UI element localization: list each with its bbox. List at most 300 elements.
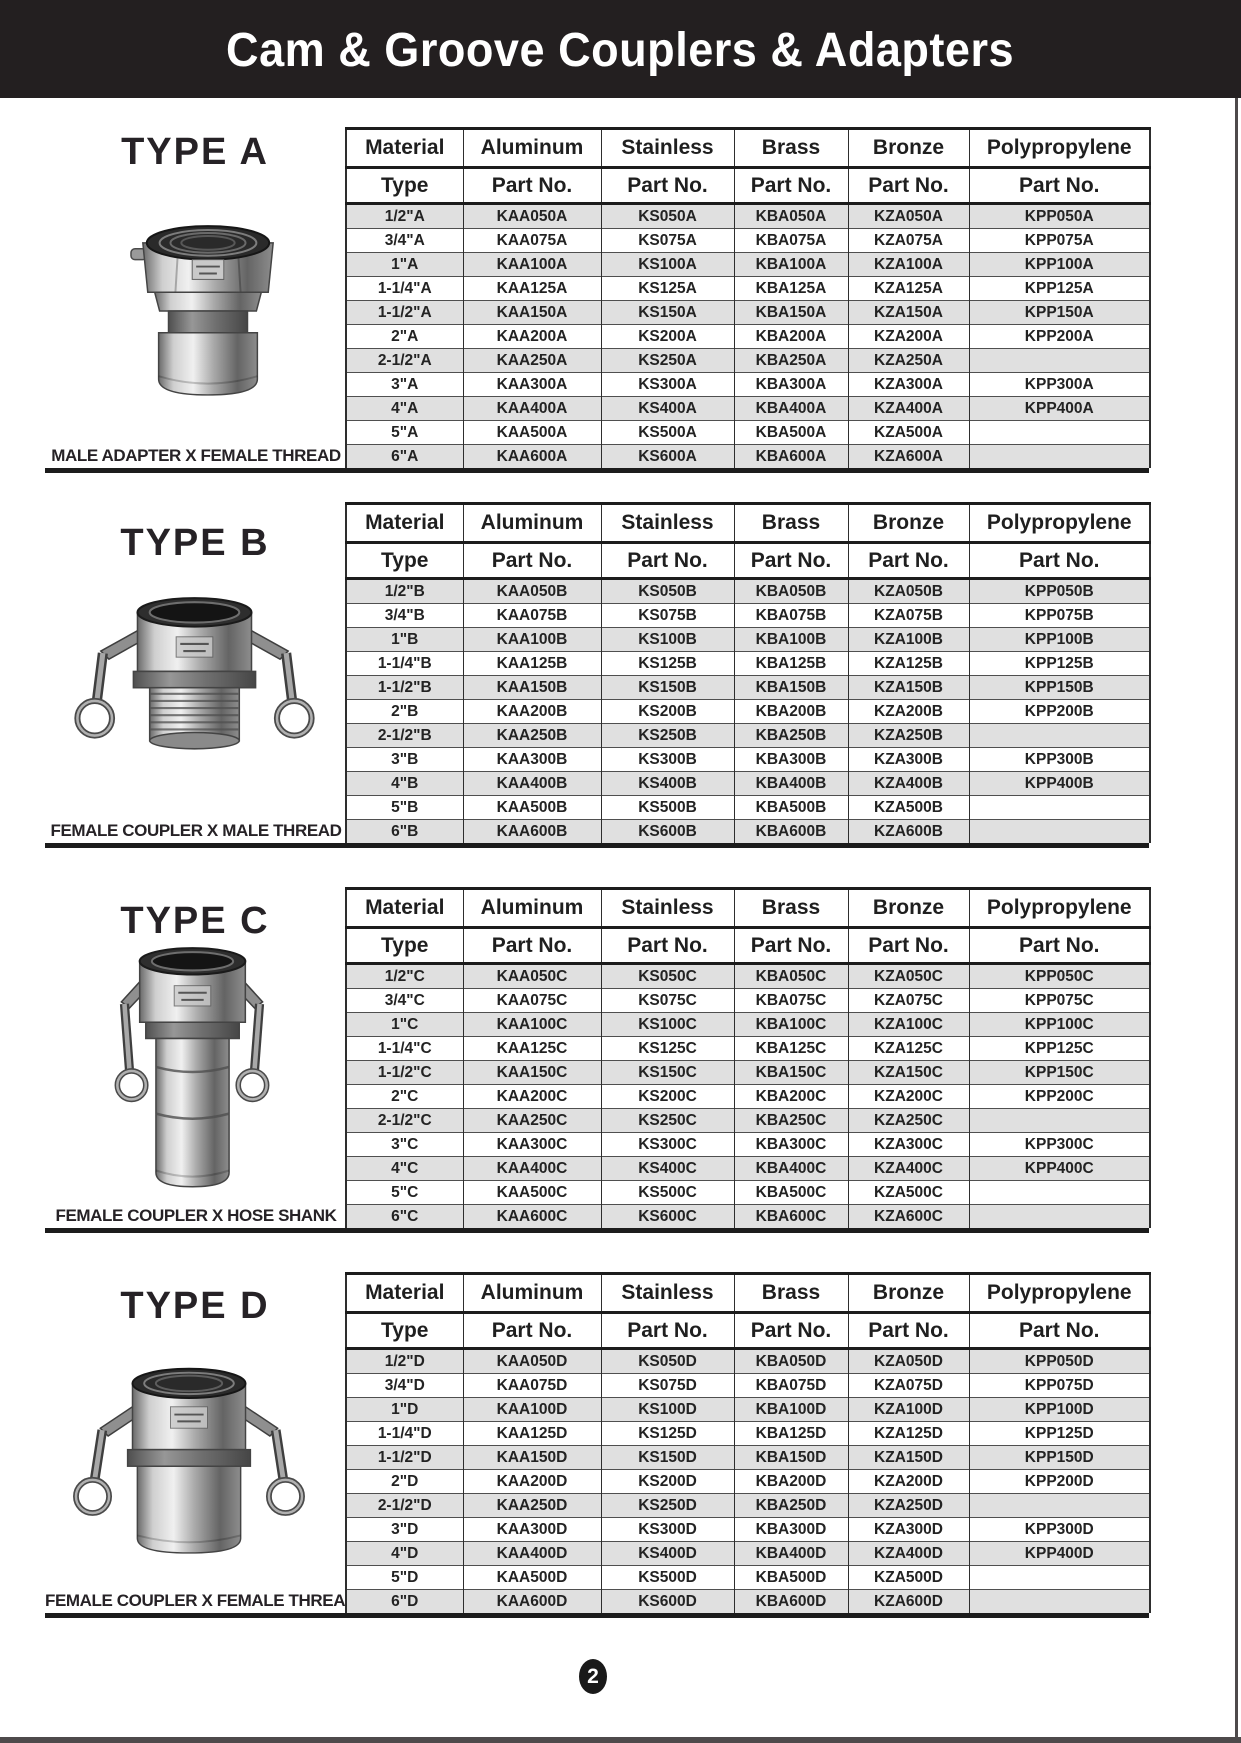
part-cell-brass: KBA075D bbox=[734, 1374, 848, 1398]
part-cell-bronze: KZA075B bbox=[848, 604, 969, 628]
part-cell-stainless: KS050A bbox=[601, 204, 734, 229]
table-row bbox=[346, 397, 1150, 421]
table-row bbox=[346, 277, 1150, 301]
size-cell: 6"B bbox=[346, 820, 463, 844]
part-cell-aluminum: KAA400C bbox=[463, 1157, 601, 1181]
part-cell-aluminum: KAA600C bbox=[463, 1205, 601, 1229]
col-header-aluminum: Aluminum bbox=[463, 889, 601, 928]
type-header: Type bbox=[346, 168, 463, 204]
part-cell-polypropylene bbox=[969, 1566, 1150, 1590]
part-cell-bronze: KZA250D bbox=[848, 1494, 969, 1518]
part-no-header: Part No. bbox=[463, 928, 601, 964]
type-header: Type bbox=[346, 543, 463, 579]
table-row bbox=[346, 1542, 1150, 1566]
size-cell: 2"B bbox=[346, 700, 463, 724]
part-cell-brass: KBA500C bbox=[734, 1181, 848, 1205]
table-row bbox=[346, 989, 1150, 1013]
table-row bbox=[346, 1037, 1150, 1061]
col-header-bronze: Bronze bbox=[848, 889, 969, 928]
part-cell-polypropylene bbox=[969, 349, 1150, 373]
part-cell-stainless: KS100D bbox=[601, 1398, 734, 1422]
part-cell-brass: KBA400B bbox=[734, 772, 848, 796]
part-cell-stainless: KS500A bbox=[601, 421, 734, 445]
size-cell: 4"A bbox=[346, 397, 463, 421]
part-cell-aluminum: KAA050A bbox=[463, 204, 601, 229]
size-cell: 3/4"A bbox=[346, 229, 463, 253]
material-header-row bbox=[346, 1274, 1150, 1313]
part-no-header: Part No. bbox=[601, 928, 734, 964]
part-cell-polypropylene: KPP150D bbox=[969, 1446, 1150, 1470]
title-bar bbox=[0, 0, 1241, 98]
part-cell-bronze: KZA250A bbox=[848, 349, 969, 373]
part-cell-stainless: KS075A bbox=[601, 229, 734, 253]
part-no-header: Part No. bbox=[734, 168, 848, 204]
col-header-aluminum: Aluminum bbox=[463, 129, 601, 168]
part-cell-bronze: KZA050D bbox=[848, 1349, 969, 1374]
part-cell-brass: KBA600C bbox=[734, 1205, 848, 1229]
part-cell-bronze: KZA100D bbox=[848, 1398, 969, 1422]
size-cell: 5"D bbox=[346, 1566, 463, 1590]
table-row bbox=[346, 229, 1150, 253]
part-cell-bronze: KZA075C bbox=[848, 989, 969, 1013]
size-cell: 1/2"A bbox=[346, 204, 463, 229]
part-cell-brass: KBA400C bbox=[734, 1157, 848, 1181]
part-cell-polypropylene: KPP125C bbox=[969, 1037, 1150, 1061]
part-cell-bronze: KZA600D bbox=[848, 1590, 969, 1614]
part-cell-polypropylene: KPP075A bbox=[969, 229, 1150, 253]
material-header: Material bbox=[346, 129, 463, 168]
part-cell-aluminum: KAA400A bbox=[463, 397, 601, 421]
size-cell: 2-1/2"C bbox=[346, 1109, 463, 1133]
table-row bbox=[346, 820, 1150, 844]
part-cell-brass: KBA400D bbox=[734, 1542, 848, 1566]
size-cell: 6"D bbox=[346, 1590, 463, 1614]
part-cell-stainless: KS150D bbox=[601, 1446, 734, 1470]
part-cell-bronze: KZA050C bbox=[848, 964, 969, 989]
size-cell: 6"C bbox=[346, 1205, 463, 1229]
part-no-header: Part No. bbox=[601, 168, 734, 204]
page-number: 2 bbox=[587, 1664, 599, 1688]
part-cell-brass: KBA075C bbox=[734, 989, 848, 1013]
part-no-header: Part No. bbox=[734, 543, 848, 579]
part-cell-bronze: KZA400B bbox=[848, 772, 969, 796]
part-cell-aluminum: KAA125A bbox=[463, 277, 601, 301]
part-cell-brass: KBA600D bbox=[734, 1590, 848, 1614]
part-cell-stainless: KS400B bbox=[601, 772, 734, 796]
part-cell-aluminum: KAA075D bbox=[463, 1374, 601, 1398]
part-cell-polypropylene: KPP400B bbox=[969, 772, 1150, 796]
part-cell-bronze: KZA400C bbox=[848, 1157, 969, 1181]
part-cell-brass: KBA500B bbox=[734, 796, 848, 820]
part-cell-stainless: KS250C bbox=[601, 1109, 734, 1133]
part-cell-stainless: KS150C bbox=[601, 1061, 734, 1085]
part-no-header: Part No. bbox=[969, 543, 1150, 579]
part-cell-brass: KBA400A bbox=[734, 397, 848, 421]
size-cell: 4"D bbox=[346, 1542, 463, 1566]
part-cell-aluminum: KAA250A bbox=[463, 349, 601, 373]
part-cell-bronze: KZA600B bbox=[848, 820, 969, 844]
part-cell-bronze: KZA300B bbox=[848, 748, 969, 772]
part-cell-aluminum: KAA500A bbox=[463, 421, 601, 445]
part-cell-bronze: KZA125C bbox=[848, 1037, 969, 1061]
table-row bbox=[346, 421, 1150, 445]
table-row bbox=[346, 1085, 1150, 1109]
part-cell-stainless: KS400C bbox=[601, 1157, 734, 1181]
part-cell-aluminum: KAA075C bbox=[463, 989, 601, 1013]
part-cell-brass: KBA050B bbox=[734, 579, 848, 604]
page-right-border bbox=[1235, 98, 1238, 1738]
size-cell: 3"C bbox=[346, 1133, 463, 1157]
part-cell-aluminum: KAA600B bbox=[463, 820, 601, 844]
table-row bbox=[346, 325, 1150, 349]
part-cell-polypropylene: KPP400A bbox=[969, 397, 1150, 421]
type-d-caption: FEMALE COUPLER X FEMALE THREAD bbox=[45, 1591, 357, 1610]
part-cell-brass: KBA100B bbox=[734, 628, 848, 652]
part-cell-bronze: KZA200C bbox=[848, 1085, 969, 1109]
part-cell-aluminum: KAA250C bbox=[463, 1109, 601, 1133]
part-cell-stainless: KS600B bbox=[601, 820, 734, 844]
type-b-heading: TYPE B bbox=[120, 522, 270, 564]
part-cell-bronze: KZA100C bbox=[848, 1013, 969, 1037]
page-title: Cam & Groove Couplers & Adapters bbox=[226, 21, 1015, 77]
size-cell: 2"A bbox=[346, 325, 463, 349]
table-row bbox=[346, 373, 1150, 397]
part-cell-brass: KBA150A bbox=[734, 301, 848, 325]
part-cell-aluminum: KAA150C bbox=[463, 1061, 601, 1085]
table-row bbox=[346, 604, 1150, 628]
part-cell-stainless: KS400D bbox=[601, 1542, 734, 1566]
type-c-heading: TYPE C bbox=[120, 900, 270, 942]
part-cell-stainless: KS075B bbox=[601, 604, 734, 628]
footer-bar bbox=[0, 1737, 1241, 1743]
part-cell-aluminum: KAA150D bbox=[463, 1446, 601, 1470]
part-cell-bronze: KZA400D bbox=[848, 1542, 969, 1566]
table-row bbox=[346, 964, 1150, 989]
part-cell-polypropylene: KPP125D bbox=[969, 1422, 1150, 1446]
size-cell: 1-1/2"B bbox=[346, 676, 463, 700]
part-no-header: Part No. bbox=[848, 168, 969, 204]
type-b-product-image bbox=[70, 592, 320, 760]
part-cell-polypropylene: KPP050C bbox=[969, 964, 1150, 989]
part-cell-brass: KBA250A bbox=[734, 349, 848, 373]
part-cell-stainless: KS250B bbox=[601, 724, 734, 748]
part-cell-stainless: KS600D bbox=[601, 1590, 734, 1614]
table-row bbox=[346, 1470, 1150, 1494]
part-cell-polypropylene: KPP125B bbox=[969, 652, 1150, 676]
part-no-header: Part No. bbox=[969, 1313, 1150, 1349]
size-cell: 1-1/4"C bbox=[346, 1037, 463, 1061]
part-no-header: Part No. bbox=[463, 1313, 601, 1349]
part-cell-bronze: KZA300D bbox=[848, 1518, 969, 1542]
part-cell-polypropylene bbox=[969, 421, 1150, 445]
part-cell-bronze: KZA125D bbox=[848, 1422, 969, 1446]
table-row bbox=[346, 253, 1150, 277]
col-header-aluminum: Aluminum bbox=[463, 504, 601, 543]
table-row bbox=[346, 1446, 1150, 1470]
part-cell-polypropylene bbox=[969, 1590, 1150, 1614]
part-cell-brass: KBA250B bbox=[734, 724, 848, 748]
part-cell-brass: KBA150D bbox=[734, 1446, 848, 1470]
material-header: Material bbox=[346, 889, 463, 928]
col-header-polypropylene: Polypropylene bbox=[969, 1274, 1150, 1313]
part-cell-stainless: KS200D bbox=[601, 1470, 734, 1494]
part-no-header: Part No. bbox=[848, 928, 969, 964]
part-cell-stainless: KS050D bbox=[601, 1349, 734, 1374]
part-cell-bronze: KZA100B bbox=[848, 628, 969, 652]
part-cell-stainless: KS200A bbox=[601, 325, 734, 349]
part-cell-stainless: KS125D bbox=[601, 1422, 734, 1446]
table-row bbox=[346, 1349, 1150, 1374]
col-header-bronze: Bronze bbox=[848, 1274, 969, 1313]
part-cell-stainless: KS600C bbox=[601, 1205, 734, 1229]
part-cell-aluminum: KAA100D bbox=[463, 1398, 601, 1422]
part-cell-bronze: KZA300A bbox=[848, 373, 969, 397]
part-cell-polypropylene bbox=[969, 1205, 1150, 1229]
table-row bbox=[346, 748, 1150, 772]
part-no-header: Part No. bbox=[601, 543, 734, 579]
size-cell: 3/4"B bbox=[346, 604, 463, 628]
size-cell: 2-1/2"B bbox=[346, 724, 463, 748]
part-cell-aluminum: KAA500C bbox=[463, 1181, 601, 1205]
size-cell: 1"C bbox=[346, 1013, 463, 1037]
col-header-polypropylene: Polypropylene bbox=[969, 129, 1150, 168]
table-row bbox=[346, 301, 1150, 325]
col-header-brass: Brass bbox=[734, 504, 848, 543]
part-cell-polypropylene bbox=[969, 1181, 1150, 1205]
part-cell-aluminum: KAA300A bbox=[463, 373, 601, 397]
part-cell-aluminum: KAA300B bbox=[463, 748, 601, 772]
table-row bbox=[346, 1518, 1150, 1542]
size-cell: 1"B bbox=[346, 628, 463, 652]
part-cell-polypropylene: KPP200A bbox=[969, 325, 1150, 349]
table-row bbox=[346, 628, 1150, 652]
size-cell: 2"D bbox=[346, 1470, 463, 1494]
size-cell: 1/2"B bbox=[346, 579, 463, 604]
type-header: Type bbox=[346, 1313, 463, 1349]
part-cell-bronze: KZA500B bbox=[848, 796, 969, 820]
table-row bbox=[346, 796, 1150, 820]
type-a-heading: TYPE A bbox=[121, 131, 269, 173]
part-cell-brass: KBA075A bbox=[734, 229, 848, 253]
part-cell-aluminum: KAA075B bbox=[463, 604, 601, 628]
part-cell-polypropylene: KPP400C bbox=[969, 1157, 1150, 1181]
part-cell-polypropylene: KPP125A bbox=[969, 277, 1150, 301]
part-cell-polypropylene bbox=[969, 796, 1150, 820]
table-row bbox=[346, 1061, 1150, 1085]
section-divider bbox=[45, 468, 1149, 473]
material-header-row bbox=[346, 504, 1150, 543]
part-cell-stainless: KS100B bbox=[601, 628, 734, 652]
part-cell-polypropylene: KPP075C bbox=[969, 989, 1150, 1013]
type-c-caption: FEMALE COUPLER X HOSE SHANK bbox=[55, 1206, 337, 1225]
part-cell-bronze: KZA075D bbox=[848, 1374, 969, 1398]
part-cell-bronze: KZA500C bbox=[848, 1181, 969, 1205]
part-cell-stainless: KS075D bbox=[601, 1374, 734, 1398]
part-cell-brass: KBA050A bbox=[734, 204, 848, 229]
part-no-header-row bbox=[346, 543, 1150, 579]
table-row bbox=[346, 1133, 1150, 1157]
part-cell-polypropylene: KPP100D bbox=[969, 1398, 1150, 1422]
part-cell-brass: KBA250D bbox=[734, 1494, 848, 1518]
part-cell-brass: KBA150B bbox=[734, 676, 848, 700]
part-cell-aluminum: KAA150B bbox=[463, 676, 601, 700]
part-cell-stainless: KS125B bbox=[601, 652, 734, 676]
part-cell-stainless: KS050C bbox=[601, 964, 734, 989]
part-cell-aluminum: KAA250B bbox=[463, 724, 601, 748]
size-cell: 5"B bbox=[346, 796, 463, 820]
part-cell-brass: KBA300A bbox=[734, 373, 848, 397]
part-cell-stainless: KS100A bbox=[601, 253, 734, 277]
part-cell-brass: KBA200A bbox=[734, 325, 848, 349]
part-cell-brass: KBA050D bbox=[734, 1349, 848, 1374]
type-header: Type bbox=[346, 928, 463, 964]
col-header-bronze: Bronze bbox=[848, 504, 969, 543]
part-cell-stainless: KS100C bbox=[601, 1013, 734, 1037]
part-cell-brass: KBA100D bbox=[734, 1398, 848, 1422]
section-type-a bbox=[45, 127, 1149, 477]
part-cell-brass: KBA075B bbox=[734, 604, 848, 628]
col-header-stainless: Stainless bbox=[601, 1274, 734, 1313]
table-row bbox=[346, 579, 1150, 604]
part-cell-bronze: KZA250B bbox=[848, 724, 969, 748]
part-no-header: Part No. bbox=[848, 543, 969, 579]
part-cell-bronze: KZA150A bbox=[848, 301, 969, 325]
table-row bbox=[346, 1422, 1150, 1446]
part-cell-polypropylene bbox=[969, 445, 1150, 469]
part-cell-bronze: KZA125A bbox=[848, 277, 969, 301]
section-divider bbox=[45, 1228, 1149, 1233]
type-a-table bbox=[345, 127, 1151, 468]
part-cell-bronze: KZA300C bbox=[848, 1133, 969, 1157]
part-cell-aluminum: KAA125B bbox=[463, 652, 601, 676]
size-cell: 3/4"D bbox=[346, 1374, 463, 1398]
size-cell: 3/4"C bbox=[346, 989, 463, 1013]
part-cell-stainless: KS300A bbox=[601, 373, 734, 397]
part-cell-polypropylene: KPP300A bbox=[969, 373, 1150, 397]
part-cell-aluminum: KAA075A bbox=[463, 229, 601, 253]
part-cell-aluminum: KAA400D bbox=[463, 1542, 601, 1566]
size-cell: 2-1/2"A bbox=[346, 349, 463, 373]
part-cell-stainless: KS300C bbox=[601, 1133, 734, 1157]
page-number-badge bbox=[579, 1659, 607, 1694]
col-header-bronze: Bronze bbox=[848, 129, 969, 168]
col-header-stainless: Stainless bbox=[601, 504, 734, 543]
part-no-header-row bbox=[346, 928, 1150, 964]
part-cell-brass: KBA200D bbox=[734, 1470, 848, 1494]
part-cell-aluminum: KAA400B bbox=[463, 772, 601, 796]
part-cell-stainless: KS075C bbox=[601, 989, 734, 1013]
part-no-header: Part No. bbox=[463, 543, 601, 579]
part-cell-polypropylene bbox=[969, 724, 1150, 748]
part-cell-stainless: KS300B bbox=[601, 748, 734, 772]
part-cell-brass: KBA050C bbox=[734, 964, 848, 989]
part-cell-polypropylene bbox=[969, 1494, 1150, 1518]
section-type-b bbox=[45, 502, 1149, 852]
part-cell-polypropylene: KPP300B bbox=[969, 748, 1150, 772]
part-cell-aluminum: KAA300D bbox=[463, 1518, 601, 1542]
size-cell: 2"C bbox=[346, 1085, 463, 1109]
part-cell-polypropylene: KPP075D bbox=[969, 1374, 1150, 1398]
section-divider bbox=[45, 1613, 1149, 1618]
col-header-brass: Brass bbox=[734, 1274, 848, 1313]
part-cell-brass: KBA125C bbox=[734, 1037, 848, 1061]
part-cell-stainless: KS500C bbox=[601, 1181, 734, 1205]
type-c-product-image bbox=[103, 943, 281, 1202]
part-cell-aluminum: KAA200C bbox=[463, 1085, 601, 1109]
part-cell-bronze: KZA500A bbox=[848, 421, 969, 445]
type-b-table bbox=[345, 502, 1151, 843]
part-cell-aluminum: KAA600A bbox=[463, 445, 601, 469]
size-cell: 4"C bbox=[346, 1157, 463, 1181]
part-cell-polypropylene: KPP050A bbox=[969, 204, 1150, 229]
part-cell-stainless: KS150B bbox=[601, 676, 734, 700]
part-cell-brass: KBA600B bbox=[734, 820, 848, 844]
table-row bbox=[346, 676, 1150, 700]
part-cell-bronze: KZA125B bbox=[848, 652, 969, 676]
table-row bbox=[346, 1374, 1150, 1398]
part-cell-stainless: KS125C bbox=[601, 1037, 734, 1061]
part-cell-polypropylene: KPP050D bbox=[969, 1349, 1150, 1374]
part-cell-polypropylene: KPP200D bbox=[969, 1470, 1150, 1494]
type-a-product-image bbox=[129, 213, 287, 409]
table-row bbox=[346, 1013, 1150, 1037]
part-cell-bronze: KZA200B bbox=[848, 700, 969, 724]
type-d-heading: TYPE D bbox=[120, 1285, 270, 1327]
table-row bbox=[346, 445, 1150, 469]
table-row bbox=[346, 772, 1150, 796]
size-cell: 1-1/4"D bbox=[346, 1422, 463, 1446]
part-cell-stainless: KS200C bbox=[601, 1085, 734, 1109]
part-cell-bronze: KZA200D bbox=[848, 1470, 969, 1494]
material-header-row bbox=[346, 889, 1150, 928]
part-cell-brass: KBA150C bbox=[734, 1061, 848, 1085]
part-cell-aluminum: KAA050B bbox=[463, 579, 601, 604]
part-cell-brass: KBA500D bbox=[734, 1566, 848, 1590]
part-cell-brass: KBA600A bbox=[734, 445, 848, 469]
part-cell-bronze: KZA400A bbox=[848, 397, 969, 421]
part-cell-brass: KBA200B bbox=[734, 700, 848, 724]
section-type-c bbox=[45, 887, 1149, 1237]
part-cell-bronze: KZA050A bbox=[848, 204, 969, 229]
part-cell-stainless: KS500D bbox=[601, 1566, 734, 1590]
part-cell-stainless: KS500B bbox=[601, 796, 734, 820]
part-cell-aluminum: KAA200A bbox=[463, 325, 601, 349]
table-row bbox=[346, 1494, 1150, 1518]
size-cell: 3"B bbox=[346, 748, 463, 772]
col-header-polypropylene: Polypropylene bbox=[969, 504, 1150, 543]
size-cell: 6"A bbox=[346, 445, 463, 469]
part-no-header-row bbox=[346, 168, 1150, 204]
part-cell-bronze: KZA050B bbox=[848, 579, 969, 604]
table-row bbox=[346, 652, 1150, 676]
size-cell: 2-1/2"D bbox=[346, 1494, 463, 1518]
table-row bbox=[346, 204, 1150, 229]
table-row bbox=[346, 1181, 1150, 1205]
part-cell-polypropylene: KPP400D bbox=[969, 1542, 1150, 1566]
part-cell-brass: KBA500A bbox=[734, 421, 848, 445]
part-cell-brass: KBA125D bbox=[734, 1422, 848, 1446]
table-row bbox=[346, 1157, 1150, 1181]
table-row bbox=[346, 1590, 1150, 1614]
part-cell-brass: KBA300C bbox=[734, 1133, 848, 1157]
part-cell-aluminum: KAA300C bbox=[463, 1133, 601, 1157]
part-cell-polypropylene: KPP200C bbox=[969, 1085, 1150, 1109]
table-row bbox=[346, 700, 1150, 724]
part-cell-aluminum: KAA500B bbox=[463, 796, 601, 820]
part-cell-stainless: KS600A bbox=[601, 445, 734, 469]
col-header-aluminum: Aluminum bbox=[463, 1274, 601, 1313]
table-row bbox=[346, 1205, 1150, 1229]
